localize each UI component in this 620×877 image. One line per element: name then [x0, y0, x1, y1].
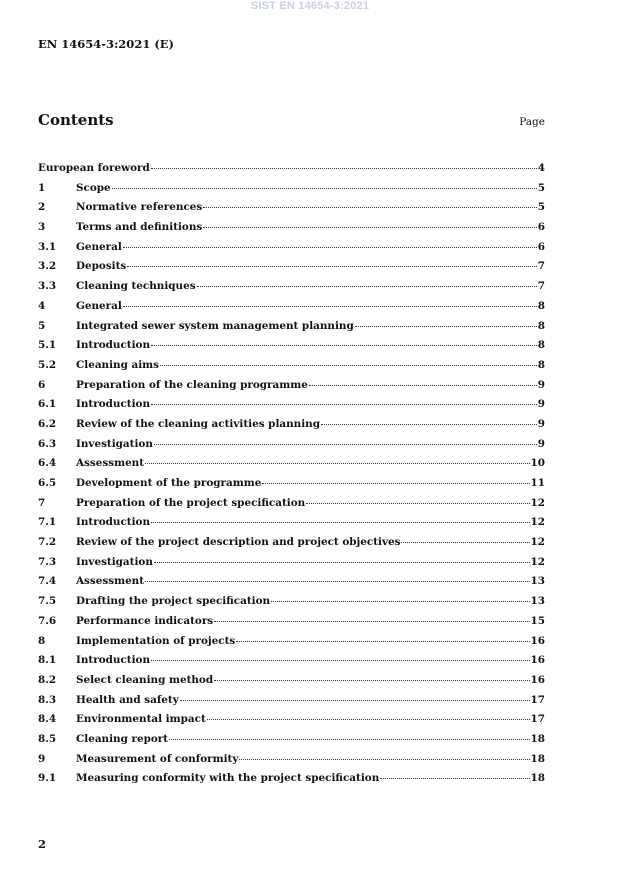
toc-dot-leader [309, 385, 537, 386]
toc-dot-leader [123, 306, 537, 307]
toc-entry[interactable] [38, 615, 545, 635]
toc-entry[interactable] [38, 438, 545, 458]
toc-entry-page: 18 [530, 772, 545, 785]
toc-dot-leader [207, 719, 530, 720]
toc-dot-leader [236, 641, 529, 642]
toc-entry-title: Health and safety [76, 693, 179, 706]
toc-entry[interactable] [38, 201, 545, 221]
toc-entry[interactable] [38, 182, 545, 202]
toc-entry-title: Scope [76, 181, 111, 194]
toc-dot-leader [262, 483, 529, 484]
toc-entry-page: 12 [530, 516, 545, 529]
toc-entry-number: 6.3 [38, 437, 57, 450]
toc-entry-page: 12 [530, 536, 545, 549]
toc-entry[interactable] [38, 162, 545, 182]
toc-entry-number: 3.1 [38, 240, 57, 253]
contents-heading: Contents [38, 111, 114, 129]
toc-entry-title: Introduction [76, 654, 150, 667]
toc-entry-page: 7 [537, 280, 545, 293]
toc-dot-leader [145, 463, 529, 464]
toc-entry-number: 7 [38, 496, 46, 509]
toc-entry-title: Review of the project description and project objectives [76, 536, 401, 549]
toc-entry[interactable] [38, 320, 545, 340]
toc-entry[interactable] [38, 497, 545, 517]
toc-entry-title: Cleaning techniques [76, 280, 196, 293]
toc-dot-leader [203, 227, 536, 228]
toc-entry-title: Drafting the project specification [76, 595, 271, 608]
toc-entry-page: 9 [537, 417, 545, 430]
toc-entry-page: 8 [537, 339, 545, 352]
toc-entry-number: 6.2 [38, 417, 57, 430]
toc-entry[interactable] [38, 575, 545, 595]
toc-dot-leader [401, 542, 529, 543]
toc-entry-number: 3 [38, 221, 46, 234]
toc-entry-number: 5.2 [38, 358, 57, 371]
toc-dot-leader [151, 404, 537, 405]
toc-dot-leader [214, 621, 529, 622]
toc-entry-title: Measuring conformity with the project specification [76, 772, 380, 785]
toc-entry[interactable] [38, 674, 545, 694]
toc-entry-number: 8.5 [38, 732, 57, 745]
toc-entry-page: 16 [530, 654, 545, 667]
toc-entry[interactable] [38, 595, 545, 615]
toc-entry-number: 3.2 [38, 260, 57, 273]
toc-entry-number: 6.5 [38, 477, 57, 489]
toc-entry-page: 18 [530, 732, 545, 745]
toc-entry-title: Cleaning report [76, 732, 169, 745]
watermark: SIST EN 14654-3:2021 [250, 0, 370, 12]
toc-entry[interactable] [38, 241, 545, 261]
toc-entry-title: Normative references [76, 201, 203, 214]
toc-dot-leader [154, 562, 530, 563]
toc-entry-page: 9 [537, 378, 545, 391]
toc-dot-leader [197, 286, 537, 287]
toc-entry[interactable] [38, 398, 545, 418]
toc-entry-title: Preparation of the project specification [76, 496, 306, 509]
toc-entry[interactable] [38, 221, 545, 241]
toc-entry[interactable] [38, 477, 545, 497]
toc-entry-number: 8 [38, 634, 46, 647]
toc-entry-number: 8.2 [38, 673, 57, 686]
toc-entry-page: 6 [537, 240, 545, 253]
page-column-label: Page [519, 116, 545, 128]
toc-entry-page: 18 [530, 752, 545, 765]
toc-dot-leader [112, 188, 537, 189]
toc-entry-title: Measurement of conformity [76, 752, 239, 765]
toc-dot-leader [145, 581, 529, 582]
toc-entry-title: Terms and definitions [76, 221, 203, 234]
toc-entry[interactable] [38, 694, 545, 714]
toc-entry-page: 4 [537, 162, 545, 174]
toc-entry-page: 9 [537, 437, 545, 450]
toc-entry-number: 7.2 [38, 536, 57, 549]
toc-entry[interactable] [38, 713, 545, 733]
toc-entry-page: 6 [537, 221, 545, 234]
toc-entry[interactable] [38, 635, 545, 655]
toc-dot-leader [154, 444, 537, 445]
toc-entry-title: Cleaning aims [76, 358, 160, 371]
toc-entry-number: 9 [38, 752, 46, 765]
toc-entry-page: 17 [530, 693, 545, 706]
toc-entry-title: Introduction [76, 516, 150, 529]
toc-dot-leader [306, 503, 529, 504]
toc-dot-leader [151, 660, 530, 661]
toc-entry-page: 12 [530, 555, 545, 568]
toc-entry-page: 16 [530, 634, 545, 647]
toc-entry-page: 10 [530, 457, 545, 470]
toc-entry-title: Assessment [76, 457, 145, 470]
toc-dot-leader [151, 522, 530, 523]
toc-entry[interactable] [38, 457, 545, 477]
toc-dot-leader [239, 759, 529, 760]
toc-dot-leader [123, 247, 537, 248]
toc-entry-number: 7.5 [38, 595, 57, 608]
toc-entry-title: European foreword [38, 162, 150, 174]
toc-entry-page: 12 [530, 496, 545, 509]
toc-entry-title: General [76, 240, 122, 253]
toc-entry-number: 6.4 [38, 457, 57, 470]
toc-dot-leader [321, 424, 537, 425]
toc-entry[interactable] [38, 536, 545, 556]
toc-entry-page: 8 [537, 358, 545, 371]
toc-entry[interactable] [38, 418, 545, 438]
toc-dot-leader [160, 365, 537, 366]
toc-entry-number: 7.1 [38, 516, 57, 529]
toc-entry-title: Deposits [76, 260, 127, 273]
toc-entry-page: 5 [537, 201, 545, 214]
toc-entry-number: 5 [38, 319, 46, 332]
toc-entry[interactable] [38, 260, 545, 280]
toc-entry[interactable] [38, 516, 545, 536]
toc-dot-leader [380, 778, 529, 779]
toc-entry-page: 17 [530, 713, 545, 726]
toc-entry-number: 8.4 [38, 713, 57, 726]
toc-entry[interactable] [38, 654, 545, 674]
toc-entry[interactable] [38, 359, 545, 379]
toc-dot-leader [214, 680, 529, 681]
toc-entry-number: 3.3 [38, 280, 57, 293]
toc-dot-leader [271, 601, 529, 602]
toc-entry-title: Performance indicators [76, 614, 214, 627]
toc-entry-number: 7.4 [38, 575, 57, 588]
toc-entry-number: 7.6 [38, 614, 57, 627]
toc-entry-page: 11 [530, 477, 545, 489]
toc-entry-number: 8.1 [38, 654, 57, 667]
table-of-contents [38, 162, 545, 792]
toc-entry-title: Review of the cleaning activities planning [76, 417, 320, 430]
toc-entry[interactable] [38, 772, 545, 792]
toc-entry[interactable] [38, 733, 545, 753]
toc-entry-title: Implementation of projects [76, 634, 236, 647]
toc-dot-leader [169, 739, 529, 740]
toc-entry-title: Preparation of the cleaning programme [76, 378, 308, 391]
toc-entry-title: Introduction [76, 339, 150, 352]
toc-entry[interactable] [38, 379, 545, 399]
toc-entry-number: 6 [38, 378, 46, 391]
toc-dot-leader [355, 326, 537, 327]
toc-entry-title: Environmental impact [76, 713, 206, 726]
toc-entry-number: 4 [38, 299, 46, 312]
toc-entry-number: 8.3 [38, 693, 57, 706]
toc-entry-number: 2 [38, 201, 46, 214]
toc-entry-number: 7.3 [38, 555, 57, 568]
toc-entry-page: 5 [537, 181, 545, 194]
toc-dot-leader [151, 168, 537, 169]
toc-dot-leader [151, 345, 537, 346]
toc-entry[interactable] [38, 556, 545, 576]
toc-entry-title: Integrated sewer system management planning [76, 319, 354, 332]
toc-entry-page: 13 [530, 575, 545, 588]
toc-entry-title: Investigation [76, 555, 153, 568]
toc-entry-page: 8 [537, 319, 545, 332]
toc-entry-title: General [76, 299, 122, 312]
toc-entry-page: 8 [537, 299, 545, 312]
document-identifier: EN 14654-3:2021 (E) [38, 37, 174, 51]
toc-entry-page: 9 [537, 398, 545, 411]
toc-entry-number: 5.1 [38, 339, 57, 352]
toc-entry[interactable] [38, 339, 545, 359]
toc-entry-title: Development of the programme [76, 477, 262, 489]
toc-entry-page: 15 [530, 614, 545, 627]
toc-entry-title: Investigation [76, 437, 153, 450]
toc-entry-page: 13 [530, 595, 545, 608]
toc-entry-number: 9.1 [38, 772, 57, 785]
toc-entry-number: 1 [38, 181, 46, 194]
toc-entry-title: Assessment [76, 575, 145, 588]
toc-entry-title: Select cleaning method [76, 673, 214, 686]
toc-entry-page: 7 [537, 260, 545, 273]
toc-entry[interactable] [38, 280, 545, 300]
toc-dot-leader [203, 207, 537, 208]
toc-entry-page: 16 [530, 673, 545, 686]
page-number: 2 [38, 837, 47, 851]
toc-entry[interactable] [38, 753, 545, 773]
toc-entry[interactable] [38, 300, 545, 320]
toc-entry-title: Introduction [76, 398, 150, 411]
toc-entry-number: 6.1 [38, 398, 57, 411]
toc-dot-leader [127, 266, 537, 267]
toc-dot-leader [180, 700, 530, 701]
